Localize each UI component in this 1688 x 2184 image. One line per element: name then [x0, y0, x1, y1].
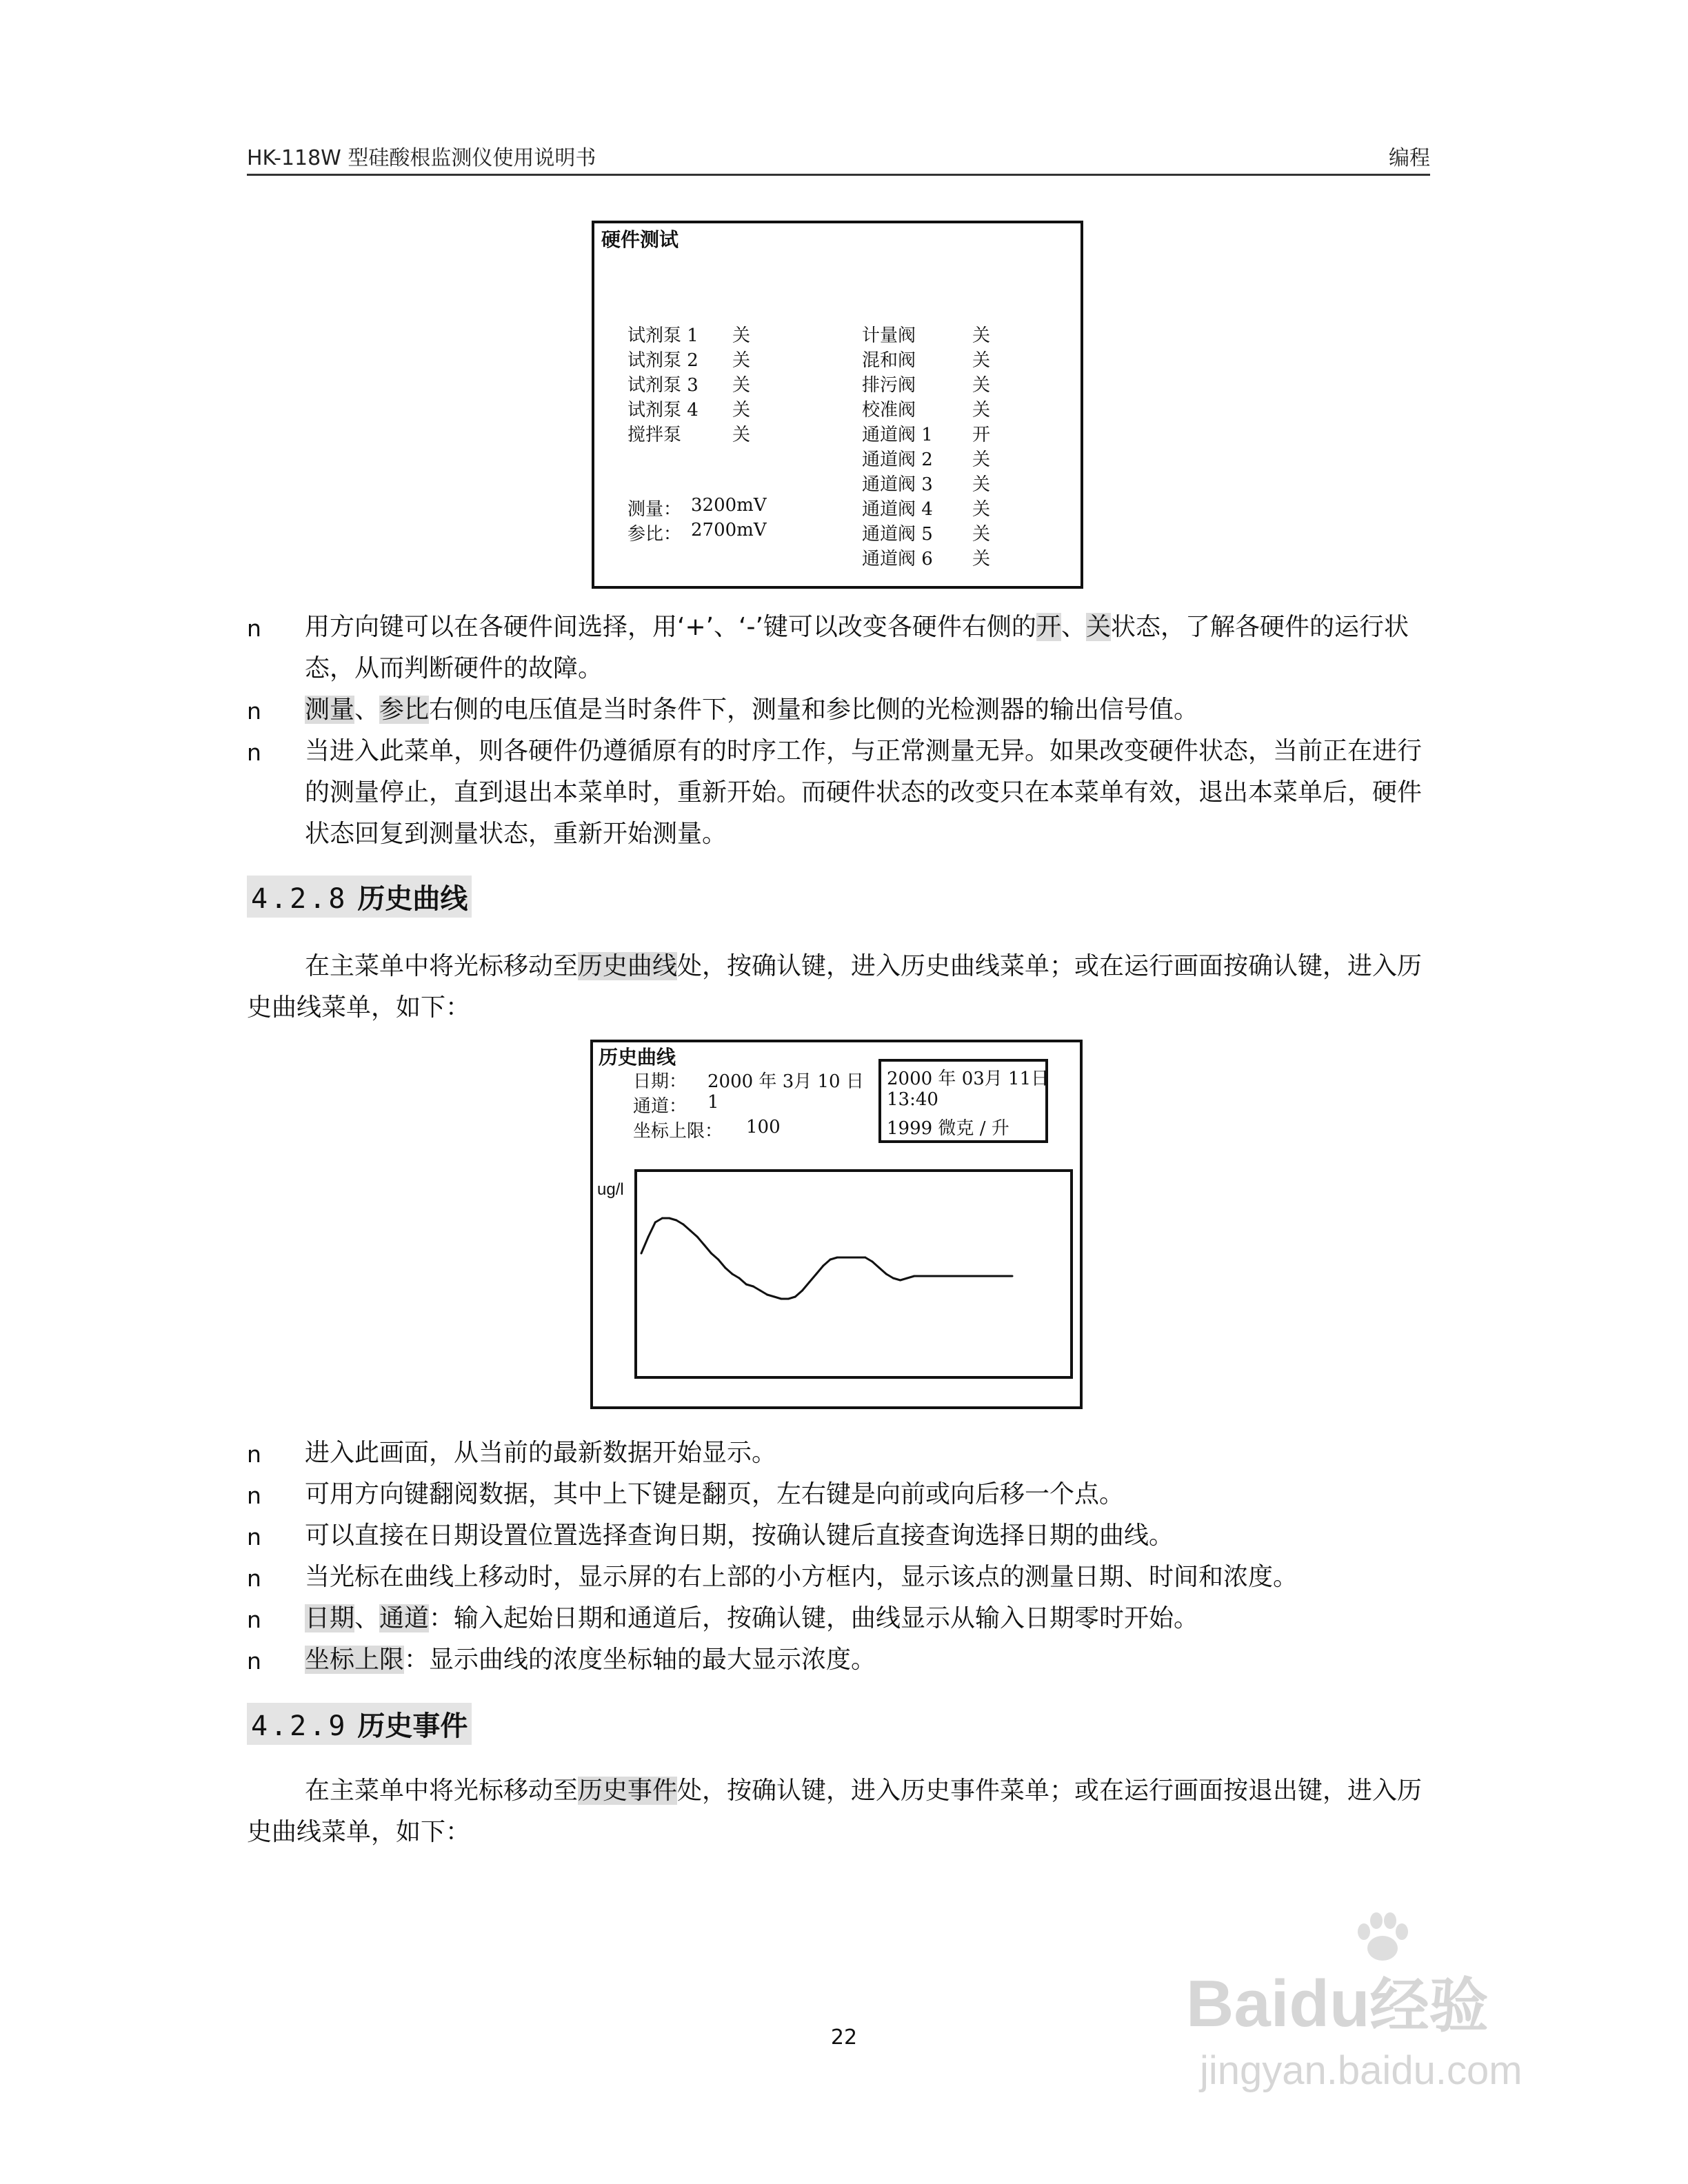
y-axis-unit: ug/l — [597, 1180, 624, 1199]
header-title: HK-118W 型硅酸根监测仪使用说明书 — [247, 146, 596, 170]
bullet-marker: n — [247, 739, 261, 766]
section-428-paragraph: 在主菜单中将光标移动至历史曲线处，按确认键，进入历史曲线菜单；或在运行画面按确认键，进入历史曲线菜单，如下： — [247, 952, 1423, 1022]
info-date: 2000 年 03月 11日 — [887, 1069, 1049, 1089]
left-item-name[interactable]: 试剂泵 2 — [627, 350, 699, 371]
left-item-state[interactable]: 关 — [732, 350, 751, 371]
bullet-text-date-query: 可以直接在日期设置位置选择查询日期，按确认键后直接查询选择日期的曲线。 — [305, 1521, 1174, 1550]
hardware-panel-title: 硬件测试 — [601, 228, 679, 251]
info-concentration: 1999 微克 / 升 — [887, 1118, 1009, 1139]
right-item-name[interactable]: 通道阀 3 — [862, 474, 933, 495]
bullet-marker: n — [247, 1648, 261, 1675]
right-item-state[interactable]: 关 — [972, 499, 991, 520]
right-item-state[interactable]: 关 — [972, 350, 991, 371]
date-label: 日期： — [633, 1071, 687, 1092]
plot-area-frame — [636, 1171, 1072, 1377]
right-item-name[interactable]: 通道阀 2 — [862, 449, 933, 470]
reference-value: 2700mV — [691, 520, 767, 540]
ylimit-input[interactable]: 100 — [746, 1117, 781, 1138]
page-number: 22 — [830, 2025, 858, 2050]
bullet-text-ylimit: 坐标上限：显示曲线的浓度坐标轴的最大显示浓度。 — [305, 1646, 876, 1674]
channel-label: 通道： — [633, 1096, 687, 1117]
history-curve-panel — [590, 1040, 1083, 1409]
bullet-marker: n — [247, 1606, 261, 1633]
info-time: 13:40 — [887, 1089, 938, 1110]
watermark-url: jingyan.baidu.com — [1200, 2048, 1523, 2093]
section-429-paragraph: 在主菜单中将光标移动至历史事件处，按确认键，进入历史事件菜单；或在运行画面按退出键，进入历史曲线菜单，如下： — [247, 1777, 1423, 1846]
right-item-state[interactable]: 开 — [972, 425, 991, 445]
right-item-state[interactable]: 关 — [972, 474, 991, 495]
bullet-marker: n — [247, 698, 261, 725]
bullet-marker: n — [247, 1441, 261, 1468]
right-item-name[interactable]: 计量阀 — [862, 325, 916, 346]
section-heading-history-curve: 4.2.8 历史曲线 — [247, 876, 472, 918]
bullet-text-measure-ref: 测量、参比右侧的电压值是当时条件下，测量和参比侧的光检测器的输出信号值。 — [305, 696, 1199, 724]
left-item-name[interactable]: 试剂泵 3 — [627, 375, 699, 396]
measure-label: 测量： — [627, 499, 682, 520]
bullet-text-navigation: 可用方向键翻阅数据，其中上下键是翻页，左右键是向前或向后移一个点。 — [305, 1480, 1125, 1508]
paw-icon — [1352, 1910, 1414, 1965]
header-rule — [247, 174, 1430, 176]
cursor-info-box — [878, 1059, 1048, 1143]
bullet-marker: n — [247, 1565, 261, 1592]
bullet-text-menu-timing: 当进入此菜单，则各硬件仍遵循原有的时序工作，与正常测量无异。如果改变硬件状态，当前正在进行的测量停止，直到退出本菜单时，重新开始。而硬件状态的改变只在本菜单有效，退出本菜单后，硬件状态回复到测量状态，重新开始测量。 — [305, 737, 1423, 848]
header-section: 编程 — [1389, 146, 1430, 170]
right-item-name[interactable]: 通道阀 1 — [862, 425, 933, 445]
right-item-state[interactable]: 关 — [972, 549, 991, 569]
reference-label: 参比： — [627, 524, 682, 545]
left-item-state[interactable]: 关 — [732, 325, 751, 346]
right-item-state[interactable]: 关 — [972, 400, 991, 421]
right-item-name[interactable]: 通道阀 6 — [862, 549, 933, 569]
left-item-state[interactable]: 关 — [732, 400, 751, 421]
left-item-name[interactable]: 搅拌泵 — [627, 425, 682, 445]
baidu-watermark — [1186, 1910, 1572, 2144]
left-item-name[interactable]: 试剂泵 1 — [627, 325, 699, 346]
hardware-test-panel — [592, 221, 1083, 589]
curve-panel-title: 历史曲线 — [599, 1046, 676, 1069]
section-heading-history-events: 4.2.9 历史事件 — [247, 1703, 472, 1745]
right-item-state[interactable]: 关 — [972, 449, 991, 470]
watermark-brand-text: Baidu经验 — [1186, 1967, 1489, 2041]
right-item-state[interactable]: 关 — [972, 375, 991, 396]
bullet-marker: n — [247, 1524, 261, 1550]
bullet-marker: n — [247, 1482, 261, 1509]
right-item-name[interactable]: 混和阀 — [862, 350, 916, 371]
bullet-text-date-channel: 日期、通道：输入起始日期和通道后，按确认键，曲线显示从输入日期零时开始。 — [305, 1604, 1199, 1632]
bullet-marker: n — [247, 615, 261, 642]
right-item-name[interactable]: 校准阀 — [862, 400, 916, 421]
bullet-text-cursor-info: 当光标在曲线上移动时，显示屏的右上部的小方框内，显示该点的测量日期、时间和浓度。 — [305, 1563, 1298, 1591]
left-item-state[interactable]: 关 — [732, 375, 751, 396]
ylimit-label: 坐标上限： — [633, 1121, 723, 1142]
bullet-text-latest-data: 进入此画面，从当前的最新数据开始显示。 — [305, 1439, 777, 1467]
right-item-state[interactable]: 关 — [972, 524, 991, 545]
date-input[interactable]: 2000 年 3月 10 日 — [707, 1071, 864, 1092]
left-item-name[interactable]: 试剂泵 4 — [627, 400, 699, 421]
right-item-name[interactable]: 通道阀 5 — [862, 524, 933, 545]
right-item-name[interactable]: 排污阀 — [862, 375, 916, 396]
history-line-chart[interactable] — [634, 1169, 1073, 1379]
channel-input[interactable]: 1 — [707, 1092, 719, 1113]
right-item-state[interactable]: 关 — [972, 325, 991, 346]
bullet-text-hardware-select: 用方向键可以在各硬件间选择，用‘+’、‘-’键可以改变各硬件右侧的开、关状态，了解各硬件的运行状态，从而判断硬件的故障。 — [305, 613, 1409, 682]
right-item-name[interactable]: 通道阀 4 — [862, 499, 933, 520]
left-item-state[interactable]: 关 — [732, 425, 751, 445]
measure-value: 3200mV — [691, 495, 767, 516]
